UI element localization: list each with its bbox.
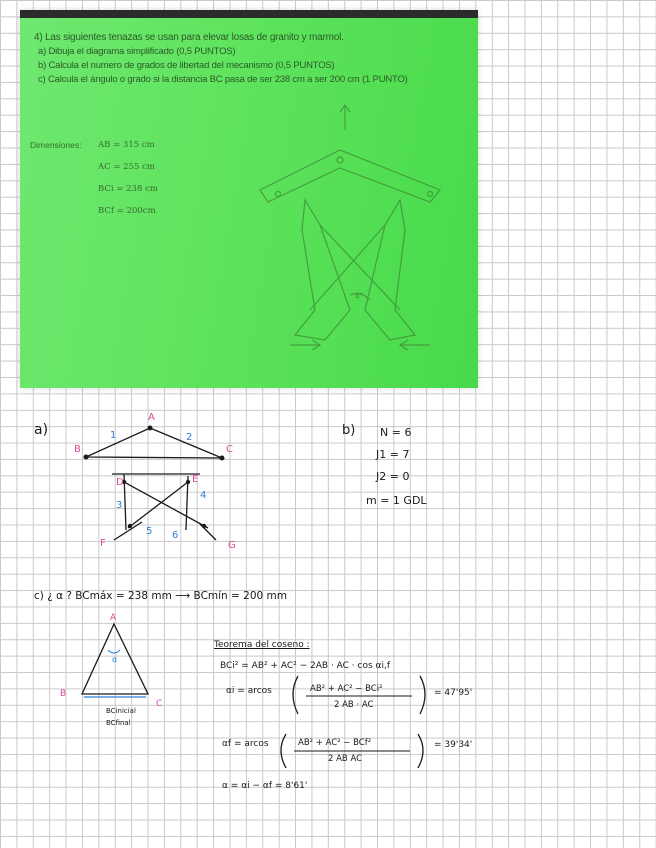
diagram-point-e: E (192, 474, 199, 485)
triangle-bc-final: BCfinal (106, 719, 131, 727)
dimension-ab: AB = 315 cm (98, 140, 155, 150)
part-b-j2: J2 = 0 (376, 470, 410, 483)
part-b-n: N = 6 (380, 426, 412, 439)
equation-alpha-i-left: αi = arcos (226, 686, 272, 696)
diagram-point-c: C (226, 444, 233, 455)
dimension-bci: BCi = 238 cm (98, 184, 158, 194)
diagram-point-b: B (74, 444, 81, 455)
diagram-link-6: 6 (172, 530, 179, 541)
svg-text:α°: α° (355, 292, 364, 300)
equation-alpha-f-left: αf = arcos (222, 739, 269, 749)
equation-alpha-f-denominator: 2 AB AC (328, 754, 363, 764)
diagram-link-3: 3 (116, 500, 123, 511)
diagram-link-5: 5 (146, 526, 153, 537)
diagram-point-a: A (148, 412, 155, 423)
equation-alpha-i-result: = 47'95' (434, 688, 473, 698)
part-b-gdl: m = 1 GDL (366, 494, 427, 507)
part-b-label: b) (342, 423, 356, 438)
dimension-bcf: BCf = 200cm (98, 206, 156, 216)
exercise-item-a: a) Dibuja el diagrama simplificado (0,5 PUNTOS) (38, 46, 236, 57)
triangle-alpha: α (112, 655, 118, 664)
equation-cosine-law: BCi² = AB² + AC² − 2AB · AC · cos αi,f (220, 661, 390, 671)
equation-alpha-i-numerator: AB² + AC² − BCi² (310, 684, 383, 694)
equation-alpha-i-denominator: 2 AB · AC (334, 700, 374, 710)
part-c-question: c) ¿ α ? BCmáx = 238 mm ⟶ BCmín = 200 mm (34, 590, 288, 602)
diagram-point-g: G (228, 540, 236, 551)
exercise-item-c: c) Calcula el ángulo o grado si la distancia BC pasa de ser 238 cm a ser 200 cm (1 PUNTO) (38, 74, 408, 85)
dimension-ac: AC = 255 cm (98, 162, 155, 172)
dimensions-label: Dimensiones: (30, 140, 82, 150)
part-a-label: a) (34, 422, 49, 438)
diagram-link-4: 4 (200, 490, 207, 501)
exercise-heading: 4) Las siguientes tenazas se usan para elevar losas de granito y marmol. (34, 32, 344, 43)
diagram-point-f: F (100, 538, 106, 549)
part-b-j1: J1 = 7 (376, 448, 410, 461)
exercise-item-b: b) Calcula el numero de grados de libertad del mecanismo (0,5 PUNTOS) (38, 60, 335, 71)
triangle-point-c: C (156, 699, 163, 709)
equation-alpha-f-result: = 39'34' (434, 740, 473, 750)
diagram-link-2: 2 (186, 432, 193, 443)
equation-alpha-f-numerator: AB² + AC² − BCf² (298, 738, 372, 748)
triangle-point-a: A (110, 613, 117, 623)
triangle-point-b: B (60, 689, 67, 699)
diagram-link-1: 1 (110, 430, 117, 441)
triangle-bc-initial: BCinicial (106, 707, 136, 715)
equation-alpha-difference: α = αi − αf = 8'61' (222, 781, 308, 791)
diagram-point-d: D (116, 477, 124, 488)
theorem-title: Teorema del coseno : (214, 640, 310, 650)
